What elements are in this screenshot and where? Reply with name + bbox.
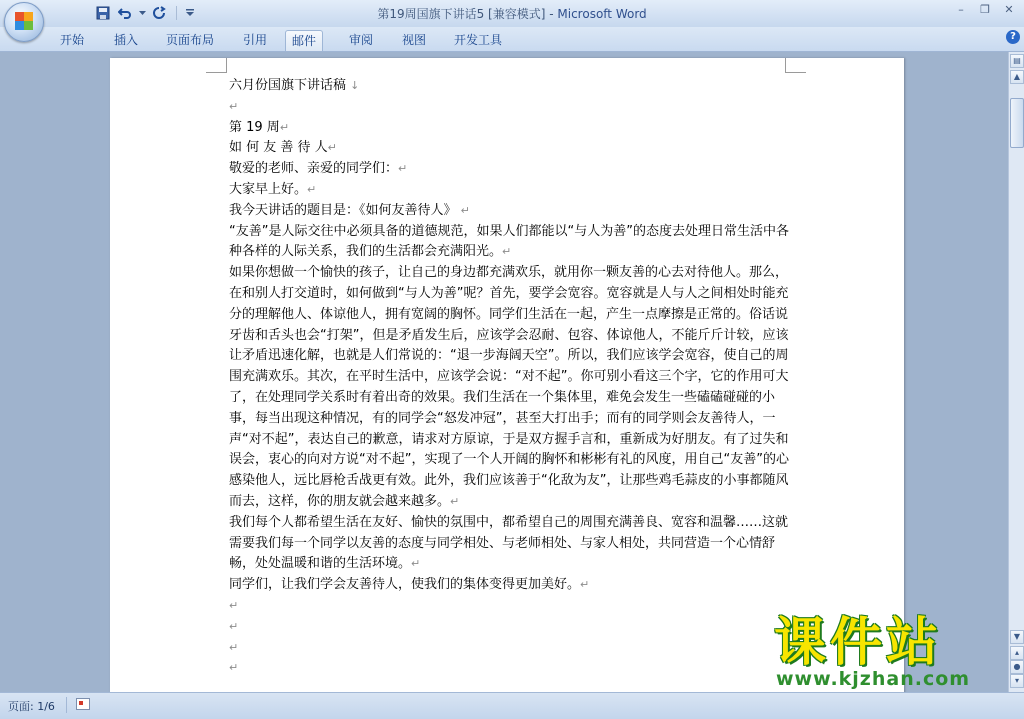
paragraph: ↵	[229, 99, 239, 113]
paragraph: 如 何 友 善 待 人↵	[229, 140, 337, 156]
status-separator	[66, 697, 67, 713]
next-page-icon[interactable]: ▾	[1010, 674, 1024, 688]
tab-developer[interactable]: 开发工具	[454, 33, 503, 47]
tab-references[interactable]: 引用	[243, 33, 268, 47]
ruler-toggle-icon[interactable]: ▤	[1010, 54, 1024, 68]
paragraph: 同学们，让我们学会友善待人，使我们的集体变得更加美好。↵	[229, 577, 590, 593]
scroll-up-icon[interactable]: ▲	[1010, 70, 1024, 84]
minimize-button[interactable]: –	[958, 3, 964, 16]
paragraph: ↵	[229, 598, 239, 612]
paragraph: ↵	[229, 619, 239, 633]
paragraph: “友善”是人际交往中必须具备的道德规范，如果人们都能以“与人为善”的态度去处理日常生活中各种各样的人际关系，我们的生活都会充满阳光。↵	[229, 223, 789, 260]
paragraph: 大家早上好。↵	[229, 181, 317, 197]
paragraph: 第 19 周↵	[229, 119, 290, 135]
scroll-thumb[interactable]	[1010, 98, 1024, 148]
title-separator: -	[545, 7, 558, 21]
help-icon[interactable]: ?	[1006, 30, 1020, 44]
close-button[interactable]: ✕	[1004, 3, 1014, 16]
paragraph: 我今天讲话的题目是：《如何友善待人》 ↵	[229, 202, 470, 218]
restore-button[interactable]: ❐	[980, 3, 990, 16]
watermark-url: www.kjzhan.com	[776, 668, 971, 690]
tab-review[interactable]: 审阅	[349, 33, 374, 47]
paragraph: 敬爱的老师、亲爱的同学们：↵	[229, 161, 408, 177]
tab-home[interactable]: 开始	[60, 33, 85, 47]
vertical-scrollbar[interactable]	[1008, 52, 1024, 692]
watermark-text: 课件站	[774, 613, 943, 673]
document-body[interactable]	[229, 76, 791, 679]
scroll-down-icon[interactable]: ▼	[1010, 630, 1024, 644]
tab-mailings[interactable]: 邮件	[285, 30, 323, 51]
window-title	[0, 5, 1024, 22]
app-name: Microsoft Word	[557, 7, 647, 21]
status-bar	[0, 692, 1024, 719]
margin-crop-mark	[206, 58, 227, 73]
tab-view[interactable]: 视图	[402, 33, 427, 47]
paragraph: ↵	[229, 640, 239, 654]
window-controls	[950, 2, 1020, 18]
title-bar	[0, 0, 1024, 27]
proofing-icon[interactable]	[76, 698, 90, 710]
paragraph: 如果你想做一个愉快的孩子，让自己的身边都充满欢乐，就用你一颗友善的心去对待他人。那么，在和别人打交道时，如何做到“与人为善”呢？首先，要学会宽容。宽容就是人与人之间相处时能充分的理解他人、体谅他人，拥有宽阔的胸怀。同学们生活在一起，产生一点摩擦是正常的。俗话说牙齿和舌头也会“打架”，但是矛盾发生后，应该学会忍耐、包容、体谅他人，不能斤斤计较，应该让矛盾迅速化解，也就是人们常说的：“退一步海阔天空”。所以，我们应该学会宽容，使自己的周围充满欢乐。其次，在平时生活中，应该学会说：“对不起”。你可别小看这三个字，它的作用可大了，在处理同学关系时有着出奇的效果。我们生活在一个集体里，难免会发生一些磕磕碰碰的小事，每当出现这种情况，有的同学会“怒发冲冠”，甚至大打出手；而有的同学则会友善待人，一声“对不起”，表达自己的歉意，请求对方原谅，于是双方握手言和，重新成为好朋友。有了过失和误会，衷心的向对方说“对不起”，实现了一个人开阔的胸怀和彬彬有礼的风度，用自己“友善”的心感染他人，远比唇枪舌战更有效。此外，我们应该善于“化敌为友”，让那些鸡毛蒜皮的小事都随风而去，这样，你的朋友就会越来越多。↵	[229, 265, 789, 509]
document-workspace	[0, 52, 1008, 692]
document-page[interactable]	[110, 58, 904, 692]
paragraph: 我们每个人都希望生活在友好、愉快的氛围中，都希望自己的周围充满善良、宽容和温馨……这就需要我们每一个同学以友善的态度与同学相处、与老师相处、与家人相处，共同营造一个心情舒畅，处处温暖和谐的生活环境。↵	[229, 514, 789, 572]
office-button[interactable]	[4, 2, 44, 42]
page-count[interactable]: 页面: 1/6	[8, 700, 55, 713]
document-title: 第19周国旗下讲话5 [兼容模式]	[377, 7, 546, 21]
paragraph: 六月份国旗下讲话稿 ↓	[229, 78, 360, 93]
office-logo-icon	[15, 12, 33, 30]
ribbon-tab-bar	[0, 27, 1024, 52]
margin-crop-mark	[785, 58, 806, 73]
tab-page-layout[interactable]: 页面布局	[166, 33, 215, 47]
paragraph: ↵	[229, 661, 239, 675]
tab-insert[interactable]: 插入	[114, 33, 139, 47]
browse-object-icon[interactable]: ●	[1010, 660, 1024, 674]
previous-page-icon[interactable]: ▴	[1010, 646, 1024, 660]
